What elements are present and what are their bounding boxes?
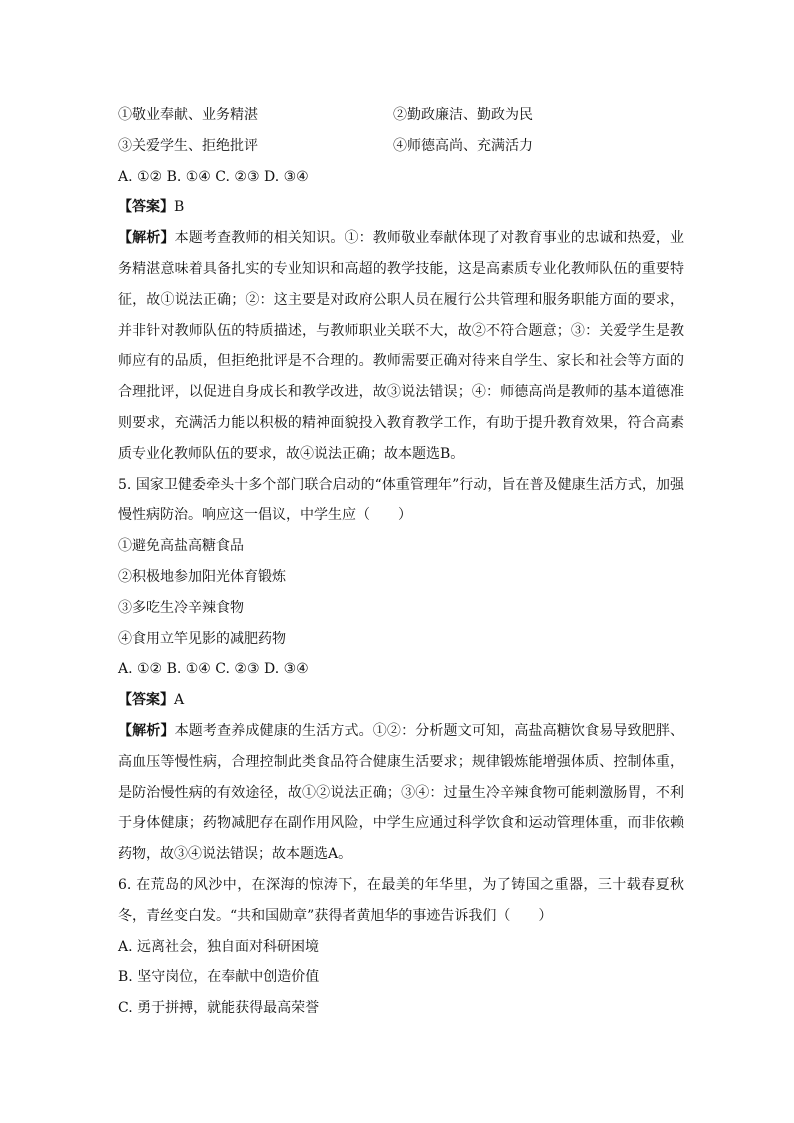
q5-analysis — [118, 716, 684, 870]
q6-option-a: A. 远离社会，独自面对科研困境 — [118, 938, 320, 955]
q4-answer-value: B — [174, 199, 185, 216]
q5-option-1: ①避免高盐高糖食品 — [118, 538, 244, 555]
q4-option-4: ④师德高尚、充满活力 — [393, 137, 533, 154]
q4-options-row-1 — [118, 100, 684, 131]
q5-answer-label: 【答案】 — [118, 692, 174, 709]
q4-options-row-2 — [118, 131, 684, 162]
q4-choices: A. ①② B. ①④ C. ②③ D. ③④ — [118, 168, 309, 185]
q5-option-3: ③多吃生冷辛辣食物 — [118, 599, 244, 616]
q5-option-2: ②积极地参加阳光体育锻炼 — [118, 568, 286, 585]
q4-answer-label: 【答案】 — [118, 199, 174, 216]
document-content — [118, 100, 684, 1024]
q6-option-b: B. 坚守岗位，在奉献中创造价值 — [118, 969, 320, 986]
q6-option-c: C. 勇于拼搏，就能获得最高荣誉 — [118, 1000, 320, 1017]
q5-option-4: ④食用立竿见影的减肥药物 — [118, 630, 286, 647]
q4-analysis — [118, 223, 684, 469]
q4-option-1: ①敬业奉献、业务精湛 — [118, 107, 258, 123]
q5-analysis-text: 本题考查养成健康的生活方式。①②：分析题文可知，高盐高糖饮食易导致肥胖、高血压等慢性病，合理控制此类食品符合健康生活要求；规律锻炼能增强体质、控制体重，是防治慢性病的有效途径，故①②说法正确；③④：过量生冷辛辣食物可能刺激肠胃，不利于身体健康；药物减肥存在副作用风险，中学生应通过科学饮食和运动管理体重，而非依赖药物，故③④说法错误；故本题选A。 — [118, 722, 685, 863]
q5-answer — [118, 685, 684, 716]
q4-analysis-text: 本题考查教师的相关知识。①：教师敬业奉献体现了对教育事业的忠诚和热爱，业务精湛意味着具备扎实的专业知识和高超的教学技能，这是高素质专业化教师队伍的重要特征，故①说法正确；②：这主要是对政府公职人员在履行公共管理和服务职能方面的要求，并非针对教师队伍的特质描述，与教师职业关联不大，故②不符合题意；③：关爱学生是教师应有的品质，但拒绝批评是不合理的。教师需要正确对待来自学生、家长和社会等方面的合理批评，以促进自身成长和教学改进，故③说法错误；④：师德高尚是教师的基本道德准则要求，充满活力能以积极的精神面貌投入教育教学工作，有助于提升教育效果，符合高素质专业化教师队伍的要求，故④说法正确；故本题选B。 — [118, 230, 685, 462]
q4-option-3: ③关爱学生、拒绝批评 — [118, 137, 258, 154]
q5-answer-value: A — [174, 692, 185, 709]
q5-choices: A. ①② B. ①④ C. ②③ D. ③④ — [118, 661, 309, 678]
q5-stem: 5. 国家卫健委牵头十多个部门联合启动的“体重管理年”行动，旨在普及健康生活方式，加强慢性病防治。响应这一倡议，中学生应（ ） — [118, 476, 684, 524]
q4-analysis-label: 【解析】 — [118, 230, 175, 247]
q6-stem: 6. 在荒岛的风沙中，在深海的惊涛下，在最美的年华里，为了铸国之重器，三十载春夏秋冬，青丝变白发。“共和国勋章”获得者黄旭华的事迹告诉我们（ ） — [118, 876, 684, 924]
q4-answer — [118, 192, 684, 223]
q4-option-2: ②勤政廉洁、勤政为民 — [393, 107, 533, 123]
q5-analysis-label: 【解析】 — [118, 722, 175, 739]
